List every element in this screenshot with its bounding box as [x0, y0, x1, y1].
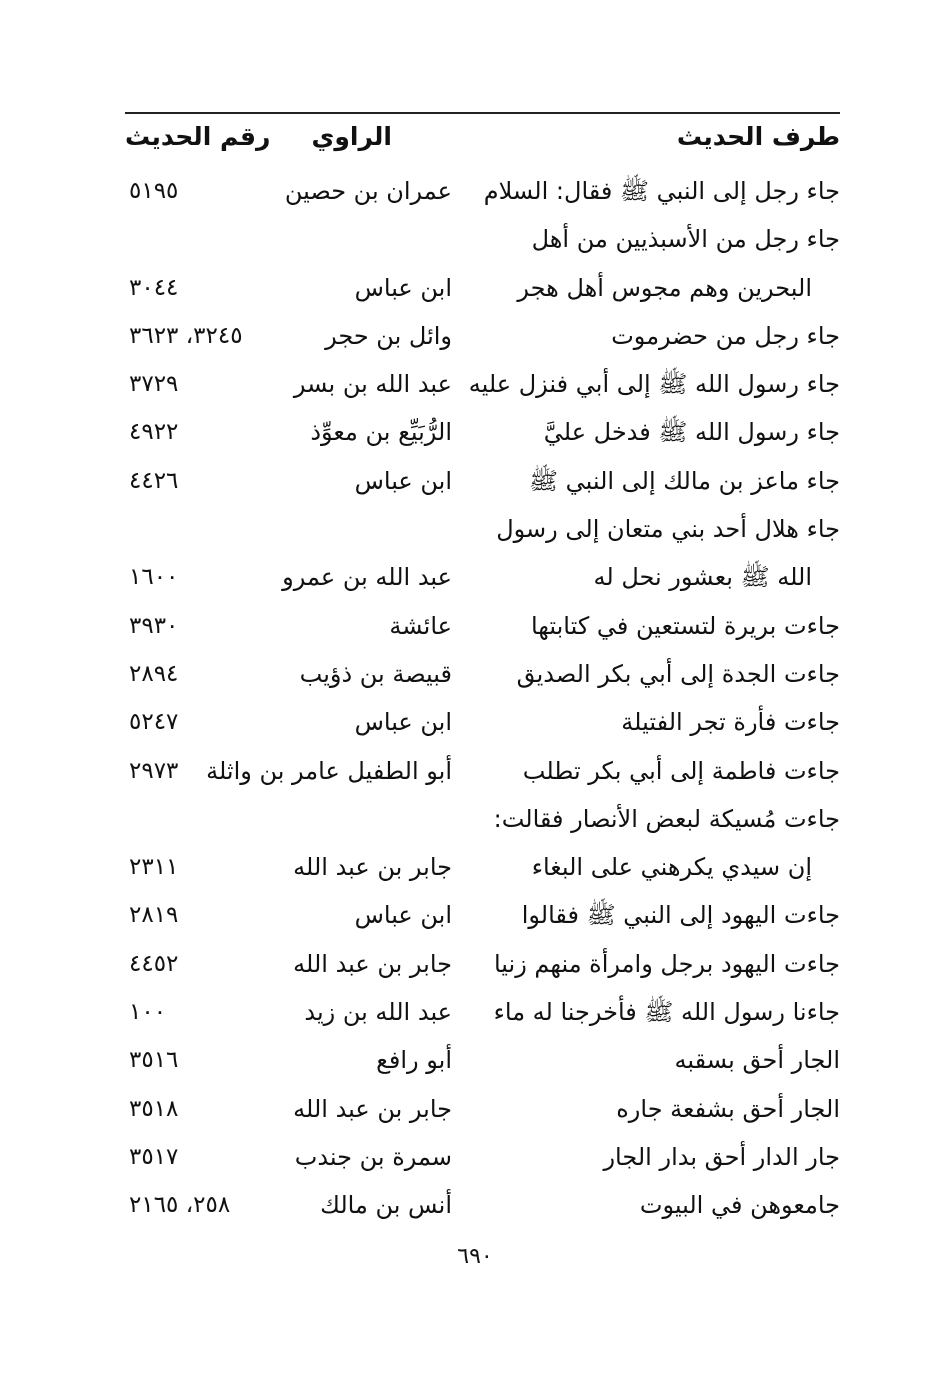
table-header	[125, 112, 840, 164]
table-row	[125, 265, 840, 313]
hadith-text: الجار أحق بشفعة جاره	[616, 1094, 840, 1123]
index-table-body	[125, 168, 840, 1231]
hadith-number: ٢٩٧٣	[129, 757, 179, 784]
hadith-number: ٣٠٤٤	[129, 274, 179, 301]
table-row	[125, 1037, 840, 1085]
hadith-text: الله ﷺ بعشور نحل له	[593, 563, 812, 592]
header-hadith-text: طرف الحديث	[676, 122, 840, 151]
hadith-number: ٢٨٩٤	[129, 660, 179, 687]
hadith-text: الجار أحق بسقبه	[674, 1046, 840, 1075]
header-hadith-number: رقم الحديث	[125, 122, 271, 151]
narrator: أنس بن مالك	[320, 1191, 452, 1220]
narrator: الرُّبَيِّع بن معوِّذ	[310, 418, 452, 447]
header-narrator: الراوي	[311, 122, 392, 151]
table-row	[125, 506, 840, 554]
hadith-text: جاءت اليهود إلى النبي ﷺ فقالوا	[521, 901, 840, 930]
hadith-text: جاء رجل من حضرموت	[611, 321, 840, 350]
hadith-text: جاءنا رسول الله ﷺ فأخرجنا له ماء	[493, 998, 840, 1027]
hadith-number: ٢٨١٩	[129, 902, 179, 929]
table-row	[125, 554, 840, 602]
hadith-text: إن سيدي يكرهني على البغاء	[531, 853, 812, 882]
table-row	[125, 168, 840, 216]
hadith-text: جاءت بريرة لتستعين في كتابتها	[530, 611, 840, 640]
narrator: عبد الله بن بسر	[293, 370, 452, 399]
page-number: ٦٩٠	[457, 1244, 493, 1269]
table-row	[125, 844, 840, 892]
hadith-number: ٤٤٥٢	[129, 950, 179, 977]
narrator: ابن عباس	[354, 273, 452, 302]
narrator: سمرة بن جندب	[294, 1142, 452, 1171]
narrator: عمران بن حصين	[284, 177, 452, 205]
hadith-number: ٣٥١٧	[129, 1143, 179, 1170]
hadith-number: ٤٩٢٢	[129, 419, 179, 446]
table-row	[125, 409, 840, 457]
narrator: قبيصة بن ذؤيب	[299, 659, 452, 688]
hadith-text: جاء هلال أحد بني متعان إلى رسول	[496, 515, 840, 544]
table-row	[125, 989, 840, 1037]
hadith-text: جار الدار أحق بدار الجار	[603, 1142, 840, 1171]
hadith-text: جاء رجل إلى النبي ﷺ فقال: السلام	[483, 177, 840, 205]
narrator: عائشة	[389, 611, 452, 640]
table-row	[125, 651, 840, 699]
hadith-text: جامعوهن في البيوت	[639, 1191, 840, 1220]
hadith-number: ٢٥٨، ٢١٦٥	[129, 1192, 231, 1219]
narrator: أبو رافع	[376, 1046, 452, 1075]
table-row	[125, 1134, 840, 1182]
narrator: ابن عباس	[354, 466, 452, 495]
hadith-text: جاء رسول الله ﷺ إلى أبي فنزل عليه	[468, 370, 840, 399]
table-row	[125, 1086, 840, 1134]
hadith-text: جاءت مُسيكة لبعض الأنصار فقالت:	[493, 804, 840, 833]
narrator: عبد الله بن زيد	[304, 998, 452, 1027]
table-row	[125, 796, 840, 844]
narrator: أبو الطفيل عامر بن واثلة	[206, 756, 452, 785]
hadith-text: جاءت اليهود برجل وامرأة منهم زنيا	[493, 949, 840, 978]
hadith-number: ٥١٩٥	[129, 178, 179, 204]
hadith-number: ١٦٠٠	[129, 564, 179, 591]
narrator: ابن عباس	[354, 901, 452, 930]
table-row	[125, 458, 840, 506]
narrator: وائل بن حجر	[325, 321, 452, 350]
hadith-number: ٣٥١٨	[129, 1095, 179, 1122]
table-row	[125, 361, 840, 409]
hadith-text: جاء رسول الله ﷺ فدخل عليَّ	[543, 418, 840, 447]
hadith-text: جاءت فاطمة إلى أبي بكر تطلب	[522, 756, 840, 785]
hadith-number: ٢٣١١	[129, 854, 179, 881]
narrator: جابر بن عبد الله	[293, 853, 452, 882]
table-row	[125, 603, 840, 651]
table-row	[125, 216, 840, 264]
hadith-text: البحرين وهم مجوس أهل هجر	[517, 273, 812, 302]
table-row	[125, 313, 840, 361]
table-row	[125, 1182, 840, 1230]
hadith-number: ٣٩٣٠	[129, 612, 179, 639]
hadith-text: جاءت الجدة إلى أبي بكر الصديق	[516, 659, 840, 688]
hadith-text: جاءت فأرة تجر الفتيلة	[621, 708, 840, 737]
hadith-number: ٣٢٤٥، ٣٦٢٣	[129, 322, 243, 349]
table-row	[125, 892, 840, 940]
table-row	[125, 941, 840, 989]
table-row	[125, 699, 840, 747]
hadith-number: ١٠٠	[129, 999, 167, 1026]
narrator: ابن عباس	[354, 708, 452, 737]
narrator: جابر بن عبد الله	[293, 1094, 452, 1123]
hadith-number: ٣٧٢٩	[129, 371, 179, 398]
hadith-number: ٥٢٤٧	[129, 709, 179, 736]
narrator: عبد الله بن عمرو	[282, 563, 452, 592]
narrator: جابر بن عبد الله	[293, 949, 452, 978]
hadith-text: جاء ماعز بن مالك إلى النبي ﷺ	[528, 466, 840, 495]
hadith-number: ٣٥١٦	[129, 1047, 179, 1074]
table-row	[125, 748, 840, 796]
hadith-text: جاء رجل من الأسبذيين من أهل	[531, 225, 840, 254]
hadith-number: ٤٤٢٦	[129, 467, 179, 494]
